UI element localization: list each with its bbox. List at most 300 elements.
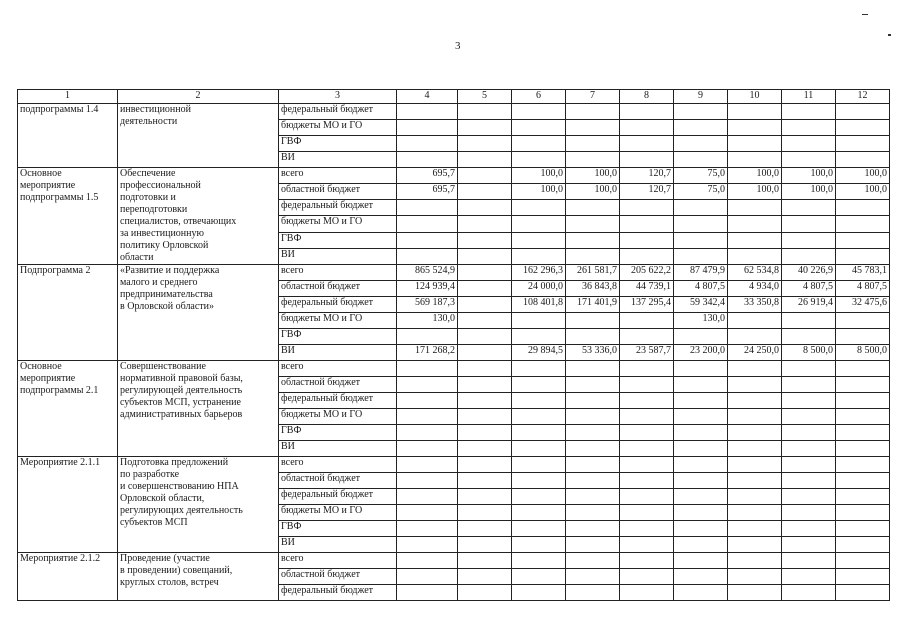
funding-source-cell: ВИ [279, 441, 397, 457]
amount-cell [458, 361, 512, 377]
funding-source-cell: бюджеты МО и ГО [279, 505, 397, 521]
amount-cell [512, 200, 566, 216]
page-number: 3 [455, 40, 461, 52]
amount-cell [836, 361, 890, 377]
amount-cell [674, 120, 728, 136]
column-number: 12 [836, 90, 890, 104]
amount-cell [512, 136, 566, 152]
funding-source-cell: областной бюджет [279, 473, 397, 489]
amount-cell [566, 409, 620, 425]
amount-cell [458, 232, 512, 248]
amount-cell [620, 393, 674, 409]
amount-cell [728, 136, 782, 152]
amount-cell: 8 500,0 [836, 345, 890, 361]
amount-cell [836, 569, 890, 585]
amount-cell: 100,0 [836, 184, 890, 200]
amount-cell [566, 569, 620, 585]
program-name-cell: Подпрограмма 2 [18, 265, 118, 361]
amount-cell: 100,0 [782, 168, 836, 184]
amount-cell [397, 136, 458, 152]
amount-cell: 40 226,9 [782, 265, 836, 281]
amount-cell [458, 329, 512, 345]
amount-cell [836, 232, 890, 248]
amount-cell [512, 489, 566, 505]
amount-cell [458, 441, 512, 457]
amount-cell [836, 216, 890, 232]
amount-cell [397, 200, 458, 216]
amount-cell: 53 336,0 [566, 345, 620, 361]
amount-cell [458, 313, 512, 329]
amount-cell [458, 569, 512, 585]
amount-cell [397, 505, 458, 521]
amount-cell [782, 393, 836, 409]
amount-cell [674, 409, 728, 425]
amount-cell [674, 425, 728, 441]
amount-cell [782, 553, 836, 569]
amount-cell [674, 521, 728, 537]
amount-cell [620, 473, 674, 489]
amount-cell [566, 313, 620, 329]
amount-cell [458, 425, 512, 441]
amount-cell [397, 553, 458, 569]
amount-cell [674, 248, 728, 264]
table-row [18, 457, 890, 473]
column-number: 9 [674, 90, 728, 104]
funding-source-cell: ВИ [279, 345, 397, 361]
amount-cell: 120,7 [620, 168, 674, 184]
amount-cell [512, 120, 566, 136]
amount-cell: 29 894,5 [512, 345, 566, 361]
amount-cell [782, 377, 836, 393]
amount-cell [782, 329, 836, 345]
amount-cell [836, 104, 890, 120]
amount-cell [836, 553, 890, 569]
amount-cell [458, 457, 512, 473]
table-row [18, 553, 890, 569]
amount-cell [458, 521, 512, 537]
amount-cell [728, 457, 782, 473]
amount-cell: 87 479,9 [674, 265, 728, 281]
funding-source-cell: бюджеты МО и ГО [279, 409, 397, 425]
funding-source-cell: ВИ [279, 248, 397, 264]
amount-cell: 8 500,0 [782, 345, 836, 361]
amount-cell: 100,0 [782, 184, 836, 200]
amount-cell [458, 200, 512, 216]
amount-cell: 75,0 [674, 168, 728, 184]
funding-source-cell: федеральный бюджет [279, 489, 397, 505]
amount-cell [620, 585, 674, 601]
amount-cell [458, 473, 512, 489]
amount-cell [458, 265, 512, 281]
amount-cell [566, 521, 620, 537]
amount-cell [836, 377, 890, 393]
amount-cell: 44 739,1 [620, 281, 674, 297]
table-row [18, 168, 890, 184]
amount-cell [674, 393, 728, 409]
amount-cell [397, 409, 458, 425]
amount-cell [512, 553, 566, 569]
amount-cell [458, 377, 512, 393]
amount-cell [836, 248, 890, 264]
amount-cell [728, 377, 782, 393]
amount-cell: 124 939,4 [397, 281, 458, 297]
amount-cell [620, 569, 674, 585]
amount-cell [674, 473, 728, 489]
amount-cell [836, 457, 890, 473]
amount-cell: 100,0 [728, 184, 782, 200]
funding-source-cell: ВИ [279, 152, 397, 168]
amount-cell [397, 361, 458, 377]
amount-cell [397, 457, 458, 473]
program-name-cell: подпрограммы 1.4 [18, 104, 118, 168]
funding-source-cell: всего [279, 553, 397, 569]
amount-cell [728, 553, 782, 569]
amount-cell [566, 361, 620, 377]
funding-source-cell: федеральный бюджет [279, 297, 397, 313]
program-description-cell: Проведение (участие в проведении) совещаний, круглых столов, встреч [118, 553, 279, 601]
amount-cell [782, 473, 836, 489]
amount-cell [458, 585, 512, 601]
amount-cell [458, 104, 512, 120]
amount-cell [397, 489, 458, 505]
amount-cell [782, 409, 836, 425]
funding-source-cell: всего [279, 457, 397, 473]
amount-cell [512, 409, 566, 425]
column-number: 4 [397, 90, 458, 104]
amount-cell [458, 393, 512, 409]
amount-cell [566, 537, 620, 553]
column-number: 11 [782, 90, 836, 104]
amount-cell [458, 345, 512, 361]
amount-cell [620, 216, 674, 232]
amount-cell [512, 505, 566, 521]
amount-cell [566, 232, 620, 248]
amount-cell [728, 393, 782, 409]
funding-source-cell: федеральный бюджет [279, 200, 397, 216]
column-number: 8 [620, 90, 674, 104]
amount-cell [728, 329, 782, 345]
amount-cell [782, 425, 836, 441]
amount-cell: 100,0 [512, 168, 566, 184]
column-number: 5 [458, 90, 512, 104]
amount-cell [566, 505, 620, 521]
amount-cell [620, 329, 674, 345]
amount-cell [512, 216, 566, 232]
amount-cell [674, 152, 728, 168]
amount-cell [674, 329, 728, 345]
amount-cell [836, 329, 890, 345]
amount-cell [458, 216, 512, 232]
amount-cell [458, 553, 512, 569]
program-description-cell: «Развитие и поддержка малого и среднего предпринимательства в Орловской области» [118, 265, 279, 361]
amount-cell [458, 505, 512, 521]
amount-cell [458, 168, 512, 184]
amount-cell [566, 441, 620, 457]
amount-cell: 23 587,7 [620, 345, 674, 361]
amount-cell [512, 473, 566, 489]
table-row [18, 104, 890, 120]
amount-cell [566, 152, 620, 168]
amount-cell [397, 473, 458, 489]
amount-cell [566, 553, 620, 569]
amount-cell [512, 361, 566, 377]
funding-source-cell: всего [279, 361, 397, 377]
amount-cell [620, 425, 674, 441]
amount-cell: 100,0 [512, 184, 566, 200]
amount-cell [566, 136, 620, 152]
amount-cell [728, 104, 782, 120]
amount-cell [512, 569, 566, 585]
amount-cell [674, 377, 728, 393]
amount-cell: 569 187,3 [397, 297, 458, 313]
table-row [18, 361, 890, 377]
amount-cell [512, 537, 566, 553]
amount-cell [397, 441, 458, 457]
amount-cell [620, 104, 674, 120]
amount-cell [397, 120, 458, 136]
amount-cell [836, 313, 890, 329]
amount-cell [728, 585, 782, 601]
amount-cell [728, 361, 782, 377]
amount-cell [782, 200, 836, 216]
amount-cell: 33 350,8 [728, 297, 782, 313]
amount-cell [397, 232, 458, 248]
program-name-cell: Основное мероприятие подпрограммы 2.1 [18, 361, 118, 457]
amount-cell [836, 441, 890, 457]
column-number: 10 [728, 90, 782, 104]
amount-cell [836, 521, 890, 537]
program-description-cell: Обеспечение профессиональной подготовки и переподготовки специалистов, отвечающих за инвестиционную политику Орловской области [118, 168, 279, 265]
amount-cell [458, 297, 512, 313]
amount-cell [836, 409, 890, 425]
amount-cell [728, 120, 782, 136]
amount-cell [782, 569, 836, 585]
amount-cell: 865 524,9 [397, 265, 458, 281]
column-number: 7 [566, 90, 620, 104]
amount-cell [836, 537, 890, 553]
amount-cell: 24 000,0 [512, 281, 566, 297]
amount-cell [836, 136, 890, 152]
amount-cell [620, 377, 674, 393]
amount-cell: 108 401,8 [512, 297, 566, 313]
funding-source-cell: всего [279, 265, 397, 281]
amount-cell [728, 200, 782, 216]
amount-cell [512, 425, 566, 441]
amount-cell [728, 248, 782, 264]
amount-cell [458, 537, 512, 553]
funding-source-cell: бюджеты МО и ГО [279, 216, 397, 232]
amount-cell [620, 505, 674, 521]
amount-cell [836, 585, 890, 601]
amount-cell [674, 441, 728, 457]
amount-cell [512, 313, 566, 329]
amount-cell [458, 409, 512, 425]
funding-source-cell: ГВФ [279, 521, 397, 537]
amount-cell [566, 329, 620, 345]
amount-cell [674, 216, 728, 232]
amount-cell [782, 521, 836, 537]
amount-cell [458, 489, 512, 505]
amount-cell [512, 441, 566, 457]
table-row [18, 265, 890, 281]
amount-cell [458, 248, 512, 264]
amount-cell [728, 521, 782, 537]
amount-cell [728, 505, 782, 521]
amount-cell [782, 505, 836, 521]
amount-cell [512, 152, 566, 168]
amount-cell: 62 534,8 [728, 265, 782, 281]
column-number: 1 [18, 90, 118, 104]
column-number-row [18, 90, 890, 104]
amount-cell [620, 313, 674, 329]
amount-cell [674, 537, 728, 553]
amount-cell [728, 441, 782, 457]
amount-cell [566, 248, 620, 264]
program-description-cell: инвестиционной деятельности [118, 104, 279, 168]
amount-cell: 261 581,7 [566, 265, 620, 281]
amount-cell [620, 457, 674, 473]
amount-cell: 130,0 [397, 313, 458, 329]
funding-source-cell: федеральный бюджет [279, 393, 397, 409]
amount-cell [397, 104, 458, 120]
funding-source-cell: областной бюджет [279, 184, 397, 200]
amount-cell [674, 553, 728, 569]
amount-cell [674, 232, 728, 248]
amount-cell [620, 537, 674, 553]
funding-source-cell: ГВФ [279, 425, 397, 441]
amount-cell [512, 457, 566, 473]
amount-cell [512, 104, 566, 120]
amount-cell [620, 200, 674, 216]
amount-cell [566, 393, 620, 409]
amount-cell [674, 136, 728, 152]
amount-cell [512, 585, 566, 601]
amount-cell [620, 120, 674, 136]
amount-cell [674, 104, 728, 120]
amount-cell [674, 585, 728, 601]
amount-cell [620, 553, 674, 569]
program-name-cell: Мероприятие 2.1.1 [18, 457, 118, 553]
funding-source-cell: ГВФ [279, 329, 397, 345]
amount-cell [620, 441, 674, 457]
amount-cell [728, 569, 782, 585]
amount-cell [782, 248, 836, 264]
amount-cell [397, 377, 458, 393]
amount-cell: 695,7 [397, 184, 458, 200]
amount-cell [620, 361, 674, 377]
amount-cell [620, 409, 674, 425]
amount-cell [397, 329, 458, 345]
program-name-cell: Основное мероприятие подпрограммы 1.5 [18, 168, 118, 265]
amount-cell: 45 783,1 [836, 265, 890, 281]
amount-cell [836, 200, 890, 216]
amount-cell [397, 521, 458, 537]
amount-cell: 130,0 [674, 313, 728, 329]
amount-cell [836, 425, 890, 441]
funding-source-cell: федеральный бюджет [279, 104, 397, 120]
amount-cell [566, 457, 620, 473]
funding-source-cell: областной бюджет [279, 377, 397, 393]
amount-cell [728, 425, 782, 441]
amount-cell: 4 807,5 [782, 281, 836, 297]
amount-cell [836, 505, 890, 521]
amount-cell [782, 537, 836, 553]
amount-cell [512, 377, 566, 393]
amount-cell [782, 136, 836, 152]
amount-cell: 4 934,0 [728, 281, 782, 297]
scan-mark [888, 34, 891, 36]
amount-cell: 205 622,2 [620, 265, 674, 281]
amount-cell [728, 232, 782, 248]
amount-cell [782, 313, 836, 329]
amount-cell [674, 200, 728, 216]
column-number: 3 [279, 90, 397, 104]
amount-cell [782, 361, 836, 377]
amount-cell [397, 585, 458, 601]
amount-cell: 100,0 [566, 184, 620, 200]
amount-cell [566, 200, 620, 216]
amount-cell [728, 152, 782, 168]
amount-cell [674, 569, 728, 585]
amount-cell: 26 919,4 [782, 297, 836, 313]
amount-cell [566, 489, 620, 505]
amount-cell [620, 521, 674, 537]
amount-cell: 100,0 [836, 168, 890, 184]
amount-cell [836, 473, 890, 489]
amount-cell [512, 232, 566, 248]
amount-cell [458, 136, 512, 152]
amount-cell [512, 393, 566, 409]
amount-cell [728, 473, 782, 489]
amount-cell: 23 200,0 [674, 345, 728, 361]
amount-cell [728, 313, 782, 329]
amount-cell [782, 457, 836, 473]
amount-cell [782, 441, 836, 457]
amount-cell [836, 393, 890, 409]
amount-cell: 36 843,8 [566, 281, 620, 297]
amount-cell [674, 457, 728, 473]
amount-cell [566, 425, 620, 441]
amount-cell [458, 184, 512, 200]
amount-cell [782, 104, 836, 120]
funding-source-cell: бюджеты МО и ГО [279, 120, 397, 136]
amount-cell [728, 216, 782, 232]
funding-source-cell: федеральный бюджет [279, 585, 397, 601]
amount-cell [836, 489, 890, 505]
amount-cell [674, 489, 728, 505]
funding-source-cell: ГВФ [279, 232, 397, 248]
amount-cell: 137 295,4 [620, 297, 674, 313]
funding-source-cell: бюджеты МО и ГО [279, 313, 397, 329]
amount-cell [512, 521, 566, 537]
amount-cell [728, 489, 782, 505]
amount-cell: 120,7 [620, 184, 674, 200]
amount-cell [566, 120, 620, 136]
amount-cell [836, 120, 890, 136]
amount-cell [620, 136, 674, 152]
amount-cell [782, 585, 836, 601]
amount-cell [397, 393, 458, 409]
amount-cell [566, 216, 620, 232]
amount-cell: 24 250,0 [728, 345, 782, 361]
amount-cell: 100,0 [566, 168, 620, 184]
amount-cell [458, 152, 512, 168]
amount-cell [397, 425, 458, 441]
amount-cell [620, 152, 674, 168]
amount-cell: 695,7 [397, 168, 458, 184]
amount-cell [782, 489, 836, 505]
amount-cell [397, 569, 458, 585]
